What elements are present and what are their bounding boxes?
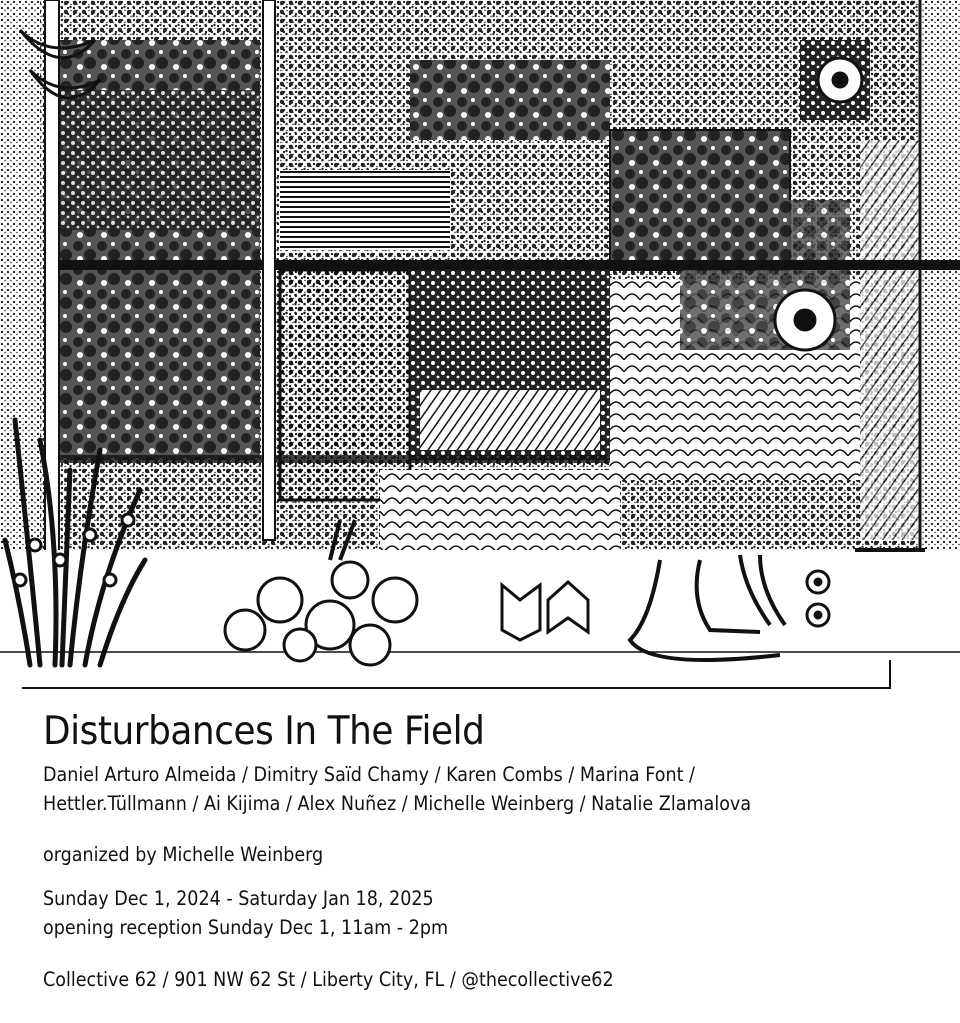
exhibition-title: Disturbances In The Field <box>43 709 485 754</box>
venue-address: Collective 62 / 901 NW 62 St / Liberty City, FL / @thecollective62 <box>43 968 614 991</box>
poster-text <box>43 706 943 991</box>
artists-line-2: Hettler.Tüllmann / Ai Kijima / Alex Nuñez / Michelle Weinberg / Natalie Zlamalova <box>43 792 752 815</box>
artists-line-1: Daniel Arturo Almeida / Dimitry Saïd Chamy / Karen Combs / Marina Font / <box>43 763 695 786</box>
dates-block <box>43 884 493 942</box>
opening-reception: opening reception Sunday Dec 1, 11am - 2pm <box>43 916 449 939</box>
exhibition-dates: Sunday Dec 1, 2024 - Saturday Jan 18, 2025 <box>43 887 434 910</box>
organizer-credit: organized by Michelle Weinberg <box>43 843 324 866</box>
